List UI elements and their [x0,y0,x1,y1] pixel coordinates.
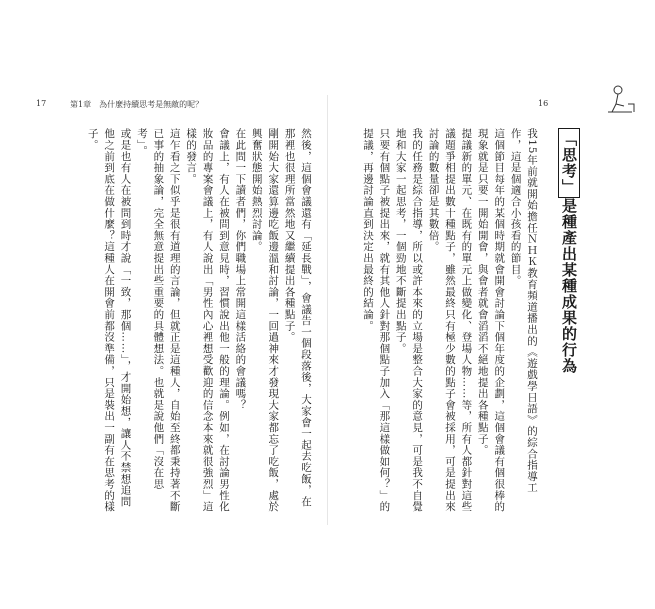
left-paragraph-4: 會議上，有人在被問到意見時，習慣說出他一般的理論。例如，在討論男性化妝品的專案會議上，有人說出「男性內心裡想受歡迎的信念本來就很強烈」這樣的發言。 [185,128,230,513]
left-paragraph-1: 然後，這個會議還有「延長戰」，會議告一個段落後，大家會一起去吃飯，在那裡也很理所當然地又繼續提出各種點子。 [283,128,312,507]
left-paragraph-3: 在此問一下讀者們，你們職場上常開這樣活絡的會議嗎？ [234,128,247,411]
right-paragraph-2: 這個節目每年的某個時期就會開會討論下個年度的企劃，這個會議有個很棒的現象就是只要一開始開會，與會者就會滔滔不絕地提出各種點子。 [476,128,506,513]
left-page-body [62,128,314,513]
right-page-number: 16 [538,99,549,108]
left-page-number: 17 [36,99,47,108]
left-paragraph-5: 這乍看之下似乎是很有道理的言論，但就正是這種人，自始至終都秉持著不斷已事的抽象論，完全無意提出些重要的具體想法。也就是說他們「沒在思考」。 [135,128,181,513]
gutter-divider [327,95,328,525]
chapter-section-title [560,128,577,374]
right-paragraph-5: 只要有個點子被提出來，就有其他人針對那個點子加入「那這樣做如何？」的提議，再邊討論直到決定出最終的結論。 [361,128,391,513]
title-emphasis: 「思考」 [558,128,580,198]
right-paragraph-4: 我的任務是綜合指導，所以或許本來的立場是整合大家的意見，可是我不自覺地和大家一起思考，一個勁地不斷提出點子。 [394,128,424,513]
right-paragraph-3: 提議新的單元、在既有的單元上做變化、登場人物……等，所有人都針對這些議題爭相提出數十種點子，雖然最終只有極少數的點子會被採用，可是提出來討論的數量卻是其數倍。 [427,128,473,513]
left-paragraph-2: 剛開始大家還算邊吃飯邊溫和討論，一回過神來才發現大家都忘了吃飯，處於興奮狀態開始熱烈討論。 [250,128,280,513]
right-page-body [361,128,540,513]
left-running-head: 第1章 為什麼持續思考是無敵的呢？ [70,100,204,109]
person-at-desk-icon [600,82,640,118]
title-rest: 是種產出某種成果的行為 [560,198,578,374]
right-paragraph-1: 我15年前就開始擔任ＮＨＫ教育頻道播出的《遊戲學日語》的綜合指導工作，這是個適合小孩看的節目。 [509,128,538,494]
left-paragraph-6: 或是也有人在被問到時才說「一致，那個……」，才開始想，讓人不禁想追問他之前到底在做什麼？這種人在開會前都沒準備，只是裝出一副有在思考的樣子。 [86,128,132,513]
